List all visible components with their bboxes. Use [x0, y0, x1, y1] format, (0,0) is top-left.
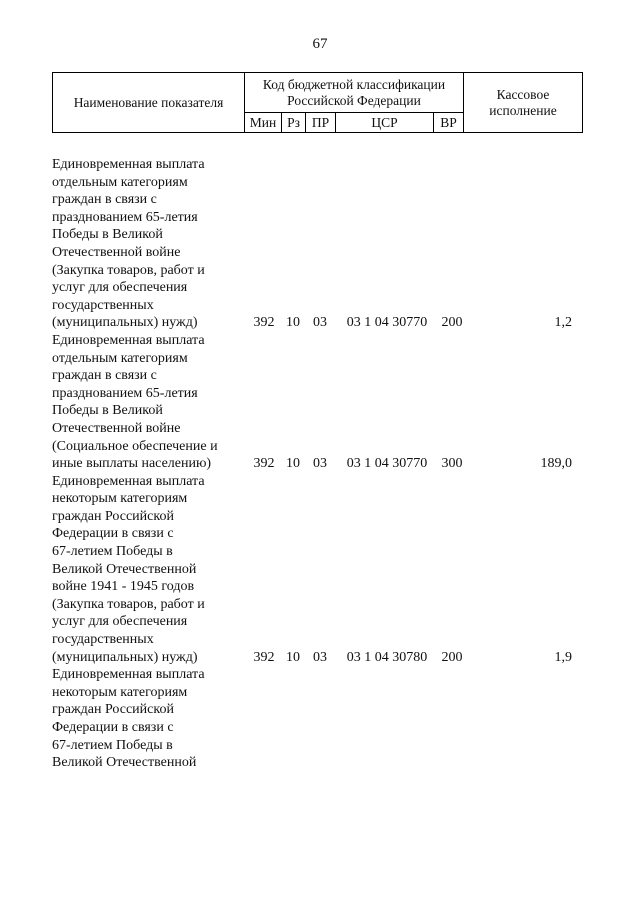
- cell-min: 392: [253, 649, 275, 665]
- row-name: Единовременная выплата некоторым категориям граждан Российской Федерации в связи с 67-летием Победы в Великой Отечественной войне 1941 - 1945 годов (Закупка товаров, работ и услуг для обеспечения государственных (муниципальных) нужд): [52, 473, 205, 665]
- cell-execution: 189,0: [540, 456, 572, 472]
- cell-csr: 03 1 04 30780: [346, 649, 428, 665]
- cell-min: 392: [253, 456, 275, 472]
- header-col-pr: [305, 112, 336, 133]
- table-row: [52, 473, 592, 667]
- table-row: [52, 666, 592, 772]
- table-row: [52, 332, 592, 473]
- header-col-rz-label: Рз: [287, 114, 300, 130]
- cell-min: 392: [253, 315, 275, 331]
- header-budget-code-group: [244, 72, 464, 113]
- cell-pr: 03: [313, 649, 327, 665]
- cell-rz: 10: [286, 315, 300, 331]
- row-name: Единовременная выплата некоторым категориям граждан Российской Федерации в связи с 67-летием Победы в Великой Отечественной: [52, 667, 205, 771]
- header-execution-label: Кассовое исполнение: [489, 86, 557, 118]
- header-col-vr-label: ВР: [440, 114, 457, 130]
- table-body: [52, 156, 592, 772]
- cell-vr: 200: [441, 649, 463, 665]
- table-row: [52, 156, 592, 332]
- header-col-vr: [433, 112, 464, 133]
- header-execution-column: [463, 72, 583, 133]
- cell-vr: 300: [441, 456, 463, 472]
- cell-rz: 10: [286, 456, 300, 472]
- row-name: Единовременная выплата отдельным категориям граждан в связи с празднованием 65-летия Победы в Великой Отечественной войне (Закупка товаров, работ и услуг для обеспечения государственных (муниципальных) нужд): [52, 157, 205, 331]
- row-name: Единовременная выплата отдельным категориям граждан в связи с празднованием 65-летия Победы в Великой Отечественной войне (Социальное обеспечение и иные выплаты населению): [52, 332, 218, 472]
- header-col-min-label: Мин: [249, 114, 277, 130]
- cell-execution: 1,2: [554, 315, 572, 331]
- cell-execution: 1,9: [554, 649, 572, 665]
- header-col-csr-label: ЦСР: [371, 114, 398, 130]
- cell-pr: 03: [313, 456, 327, 472]
- cell-rz: 10: [286, 649, 300, 665]
- header-col-min: [244, 112, 282, 133]
- header-col-pr-label: ПР: [311, 114, 330, 130]
- header-budget-code-label: Код бюджетной классификации Российской Федерации: [262, 76, 446, 108]
- cell-csr: 03 1 04 30770: [346, 456, 428, 472]
- cell-vr: 200: [441, 315, 463, 331]
- page-number: 67: [312, 36, 328, 52]
- cell-csr: 03 1 04 30770: [346, 315, 428, 331]
- header-name-column: [52, 72, 245, 133]
- header-col-rz: [281, 112, 306, 133]
- header-col-csr: [335, 112, 434, 133]
- cell-pr: 03: [313, 315, 327, 331]
- header-name-label: Наименование показателя: [73, 94, 224, 110]
